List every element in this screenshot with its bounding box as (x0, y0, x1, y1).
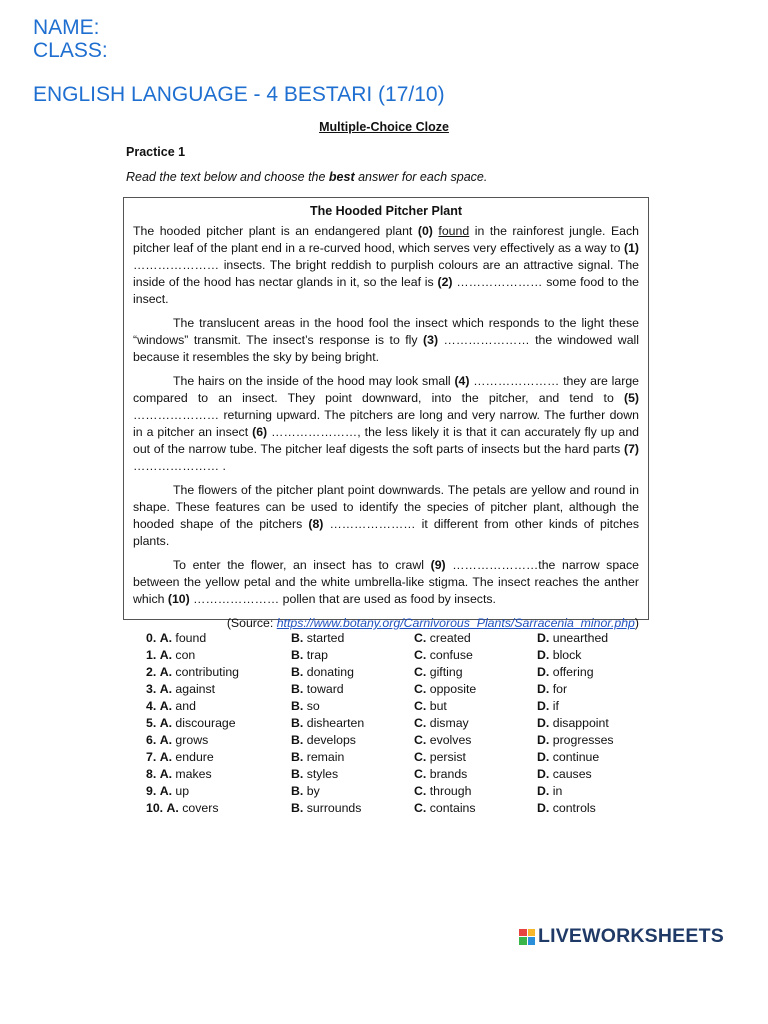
blank-number: (2) (437, 275, 453, 289)
liveworksheets-logo (519, 925, 724, 948)
option-a (146, 784, 189, 798)
option-a (146, 665, 239, 679)
source-link[interactable]: https://www.botany.org/Carnivorous_Plants/Sarracenia_minor.php (276, 616, 635, 630)
liveworksheets-icon (519, 929, 535, 945)
option-letter: D. (537, 733, 550, 747)
option-text: toward (306, 682, 344, 696)
blank-number: (1) (623, 241, 639, 255)
option-text: so (306, 699, 320, 713)
passage-text: ………………… pollen that are used as food by insects. (189, 592, 496, 606)
option-text: offering (552, 665, 594, 679)
instruction (126, 170, 487, 184)
section-title: Multiple-Choice Cloze (319, 120, 449, 134)
passage-text: ………………… they are large compared to an insect. They point downward, into the pitcher, and tend to (133, 374, 639, 405)
option-letter: A. (159, 631, 172, 645)
question-number: 8. (146, 767, 157, 781)
option-d (537, 733, 614, 747)
option-text: causes (552, 767, 592, 781)
option-letter: D. (537, 801, 550, 815)
option-text: opposite (429, 682, 477, 696)
option-c (414, 716, 469, 730)
option-text: dishearten (306, 716, 365, 730)
option-letter: A. (159, 716, 172, 730)
option-row (146, 801, 646, 818)
option-b (291, 648, 328, 662)
option-text: continue (552, 750, 600, 764)
passage-paragraph (133, 557, 639, 608)
option-d (537, 784, 562, 798)
option-row (146, 699, 646, 716)
example-answer: found (438, 224, 470, 238)
option-letter: A. (159, 648, 172, 662)
option-letter: C. (414, 733, 427, 747)
option-d (537, 699, 559, 713)
option-letter: D. (537, 699, 550, 713)
practice-label: Practice 1 (126, 145, 186, 159)
option-letter: B. (291, 716, 304, 730)
option-a (146, 648, 195, 662)
option-b (291, 665, 354, 679)
passage-text: ………………… it different from other kinds of pitches plants. (133, 517, 639, 548)
option-text: if (552, 699, 559, 713)
option-a (146, 801, 218, 815)
option-letter: B. (291, 750, 304, 764)
option-text: in (552, 784, 563, 798)
source-prefix: (Source: (226, 616, 277, 630)
option-a (146, 733, 208, 747)
option-letter: A. (166, 801, 179, 815)
option-a (146, 767, 212, 781)
option-letter: C. (414, 682, 427, 696)
option-c (414, 699, 447, 713)
passage-text: ………………… the windowed wall because it resembles the sky by being bright. (133, 333, 639, 364)
option-text: grows (175, 733, 209, 747)
option-letter: C. (414, 631, 427, 645)
question-number: 7. (146, 750, 157, 764)
passage-text: …………………, the less likely it is that it can accurately fly up and out of the narrow tube. The pitcher leaf digests the soft parts of insects but the hard parts (133, 425, 639, 456)
option-letter: C. (414, 716, 427, 730)
passage-paragraph (133, 373, 639, 475)
option-letter: B. (291, 648, 304, 662)
option-text: evolves (429, 733, 472, 747)
option-text: block (552, 648, 582, 662)
option-letter: D. (537, 631, 550, 645)
option-c (414, 631, 471, 645)
option-text: controls (552, 801, 596, 815)
option-text: trap (306, 648, 328, 662)
option-letter: A. (159, 699, 172, 713)
option-c (414, 784, 471, 798)
option-row (146, 665, 646, 682)
option-d (537, 631, 608, 645)
option-letter: D. (537, 716, 550, 730)
option-text: found (175, 631, 207, 645)
option-text: dismay (429, 716, 469, 730)
option-letter: D. (537, 767, 550, 781)
option-letter: B. (291, 784, 304, 798)
blank-number: (5) (623, 391, 639, 405)
option-b (291, 682, 344, 696)
option-letter: B. (291, 733, 304, 747)
blank-number: (9) (430, 558, 446, 572)
question-number: 4. (146, 699, 157, 713)
option-letter: B. (291, 767, 304, 781)
passage-text: To enter the flower, an insect has to crawl (173, 558, 431, 572)
option-text: but (429, 699, 447, 713)
option-row (146, 733, 646, 750)
option-a (146, 716, 236, 730)
option-text: persist (429, 750, 466, 764)
passage-text: …………………the narrow space between the yellow petal and the white umbrella-like stigma. The insect reaches the anther which (133, 558, 639, 606)
option-text: surrounds (306, 801, 362, 815)
blank-number: (0) (417, 224, 433, 238)
option-letter: B. (291, 699, 304, 713)
option-text: remain (306, 750, 345, 764)
liveworksheets-logo-text: LIVEWORKSHEETS (538, 925, 724, 947)
option-text: for (552, 682, 568, 696)
option-row (146, 648, 646, 665)
option-letter: A. (159, 682, 172, 696)
blank-number: (6) (252, 425, 268, 439)
passage-text: The hooded pitcher plant is an endangered plant (133, 224, 418, 238)
passage-paragraph (133, 223, 639, 308)
option-letter: B. (291, 801, 304, 815)
passage-box (123, 197, 649, 630)
blank-number: (7) (623, 442, 639, 456)
instruction-emphasis: best (328, 170, 355, 184)
option-text: discourage (175, 716, 236, 730)
option-b (291, 716, 364, 730)
passage-text: in the rainforest jungle. Each pitcher leaf of the plant end in a re-curved hood, which serves very effectively as a way to (133, 224, 640, 255)
option-letter: B. (291, 682, 304, 696)
option-c (414, 665, 463, 679)
passage-text: The translucent areas in the hood fool the insect which responds to the light these “windows” transmit. The insect’s response is to fly (133, 316, 639, 347)
option-letter: A. (159, 733, 172, 747)
blank-number: (3) (423, 333, 439, 347)
option-letter: C. (414, 801, 427, 815)
option-letter: C. (414, 648, 427, 662)
option-letter: D. (537, 665, 550, 679)
option-letter: A. (159, 665, 172, 679)
option-text: unearthed (552, 631, 609, 645)
class-label: CLASS: (33, 39, 108, 62)
option-letter: C. (414, 784, 427, 798)
question-number: 2. (146, 665, 157, 679)
option-letter: A. (159, 750, 172, 764)
option-b (291, 699, 320, 713)
option-a (146, 631, 206, 645)
question-number: 1. (146, 648, 157, 662)
option-letter: D. (537, 648, 550, 662)
option-row (146, 784, 646, 801)
option-text: up (175, 784, 190, 798)
option-text: contributing (175, 665, 239, 679)
option-d (537, 750, 599, 764)
passage-text: ………………… some food to the insect. (133, 275, 639, 306)
option-c (414, 801, 476, 815)
instruction-text: Read the text below and choose the (126, 170, 329, 184)
source-suffix: ) (634, 616, 639, 630)
option-letter: A. (159, 767, 172, 781)
question-number: 6. (146, 733, 157, 747)
option-b (291, 801, 361, 815)
option-letter: B. (291, 631, 304, 645)
option-text: started (306, 631, 345, 645)
option-letter: C. (414, 767, 427, 781)
option-c (414, 648, 473, 662)
option-b (291, 631, 344, 645)
passage-text: The hairs on the inside of the hood may look small (173, 374, 455, 388)
option-text: confuse (429, 648, 473, 662)
option-text: contains (429, 801, 476, 815)
question-number: 0. (146, 631, 157, 645)
name-label: NAME: (33, 16, 100, 39)
option-text: endure (175, 750, 214, 764)
option-text: and (175, 699, 196, 713)
question-number: 5. (146, 716, 157, 730)
blank-number: (8) (308, 517, 324, 531)
option-b (291, 733, 356, 747)
question-number: 9. (146, 784, 157, 798)
option-letter: B. (291, 665, 304, 679)
option-c (414, 733, 471, 747)
option-text: develops (306, 733, 356, 747)
option-row (146, 750, 646, 767)
option-text: styles (306, 767, 339, 781)
option-d (537, 801, 596, 815)
source-citation (133, 615, 639, 632)
passage-text: ………………… insects. The bright reddish to purplish colours are an attractive signal. The inside of the hood has nectar glands in it, so the leaf is (133, 258, 639, 289)
option-letter: C. (414, 750, 427, 764)
option-text: gifting (429, 665, 463, 679)
passage-title: The Hooded Pitcher Plant (309, 204, 463, 218)
option-letter: D. (537, 682, 550, 696)
option-text: against (175, 682, 216, 696)
answer-options (146, 631, 646, 818)
option-c (414, 750, 466, 764)
option-a (146, 699, 196, 713)
question-number: 3. (146, 682, 157, 696)
option-letter: D. (537, 784, 550, 798)
blank-number: (10) (167, 592, 190, 606)
option-text: progresses (552, 733, 614, 747)
passage-paragraph (133, 315, 639, 366)
option-text: makes (175, 767, 212, 781)
option-row (146, 716, 646, 733)
option-letter: D. (537, 750, 550, 764)
blank-number: (4) (454, 374, 470, 388)
instruction-text-end: answer for each space. (354, 170, 488, 184)
option-d (537, 682, 567, 696)
option-c (414, 682, 476, 696)
worksheet-title: ENGLISH LANGUAGE - 4 BESTARI (17/10) (33, 83, 445, 106)
option-text: created (429, 631, 471, 645)
option-b (291, 750, 344, 764)
option-row (146, 631, 646, 648)
passage-text: ………………… returning upward. The pitchers are long and very narrow. The further down in a pitcher an insect (133, 408, 639, 439)
option-letter: C. (414, 699, 427, 713)
option-a (146, 682, 215, 696)
option-d (537, 716, 609, 730)
option-d (537, 767, 592, 781)
option-a (146, 750, 214, 764)
option-row (146, 767, 646, 784)
option-text: covers (182, 801, 219, 815)
option-d (537, 665, 594, 679)
option-row (146, 682, 646, 699)
option-text: brands (429, 767, 468, 781)
option-text: donating (306, 665, 354, 679)
option-text: con (175, 648, 196, 662)
question-number: 10. (146, 801, 164, 815)
passage-paragraph (133, 482, 639, 550)
passage-text: ………………… . (133, 459, 226, 473)
option-c (414, 767, 467, 781)
option-d (537, 648, 581, 662)
option-text: through (429, 784, 472, 798)
option-letter: A. (159, 784, 172, 798)
option-b (291, 784, 320, 798)
option-b (291, 767, 338, 781)
option-text: disappoint (552, 716, 609, 730)
passage-text: The flowers of the pitcher plant point downwards. The petals are yellow and round in shape. These features can be used to identify the species of pitcher plant, although the hooded shape of the pitchers (133, 483, 639, 531)
option-text: by (306, 784, 320, 798)
option-letter: C. (414, 665, 427, 679)
